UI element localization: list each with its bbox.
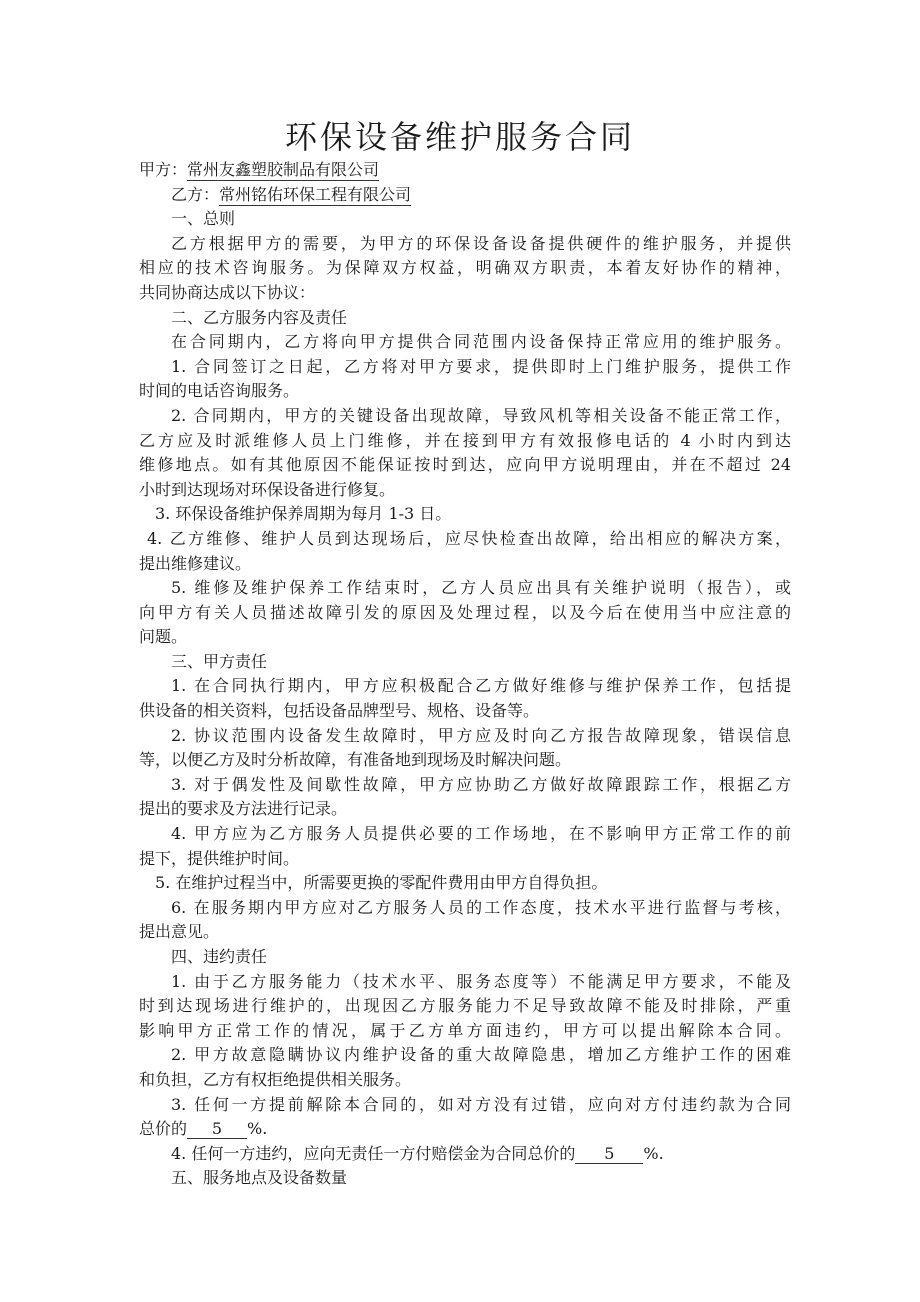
contract-body (139, 158, 791, 1191)
clause-line: 5. 在维护过程当中，所需要更换的零配件费用由甲方自得负担。 (155, 873, 608, 893)
paragraph-line: 共同协商达成以下协议： (139, 282, 316, 302)
clause-text: %. (247, 1119, 268, 1139)
party-b-name: 常州铭佑环保工程有限公司 (219, 184, 412, 204)
section-heading: 二、乙方服务内容及责任 (171, 307, 348, 327)
clause-line: 时到达现场进行维护的，出现因乙方服务能力不足导致故障不能及时排除，严重 (139, 996, 791, 1016)
clause-text: 4. 任何一方违约，应向无责任一方付赔偿金为合同总价的 (171, 1143, 576, 1163)
clause-line: 供设备的相关资料，包括设备品牌型号、规格、设备等。 (139, 701, 540, 721)
section-heading: 四、违约责任 (171, 947, 268, 966)
clause-text: %. (643, 1143, 664, 1163)
clause-line (139, 1142, 791, 1167)
paragraph-line: 在合同期内，乙方将向甲方提供合同范围内设备保持正常应用的维护服务。 (171, 332, 791, 352)
party-a-label: 甲方： (139, 160, 188, 179)
clause-line: 提出意见。 (139, 922, 220, 942)
clause-line: 维修地点。如有其他原因不能保证按时到达，应向甲方说明理由，并在不超过 24 (139, 455, 791, 475)
clause-line: 等，以便乙方及时分析故障，有准备地到现场及时解决问题。 (139, 750, 572, 770)
clause-line: 3. 环保设备维护保养周期为每月 1-3 日。 (155, 504, 452, 524)
clause-line: 问题。 (139, 627, 188, 647)
party-a-name: 常州友鑫塑胶制品有限公司 (187, 160, 380, 179)
document-title: 环保设备维护服务合同 (284, 118, 635, 156)
clause-line: 向甲方有关人员描述故障引发的原因及处理过程，以及今后在使用当中应注意的 (139, 602, 791, 622)
compensation-percent-value: 5 (575, 1145, 643, 1164)
clause-line: 提出的要求及方法进行记录。 (139, 799, 348, 819)
clause-line: 1. 由于乙方服务能力（技术水平、服务态度等）不能满足甲方要求，不能及 (171, 971, 791, 991)
clause-line: 2. 协议范围内设备发生故障时，甲方应及时向乙方报告故障现象，错误信息 (171, 725, 791, 745)
penalty-percent-value: 5 (187, 1120, 247, 1139)
clause-line: 影响甲方正常工作的情况，属于乙方单方面违约，甲方可以提出解除本合同。 (139, 1020, 791, 1040)
clause-line (139, 1117, 791, 1142)
section-heading: 一、总则 (171, 209, 236, 229)
clause-line: 提出维修建议。 (139, 553, 252, 573)
clause-text: 总价的 (139, 1119, 188, 1139)
clause-line: 2. 合同期内，甲方的关键设备出现故障，导致风机等相关设备不能正常工作， (171, 405, 791, 425)
section-heading: 三、甲方责任 (171, 651, 268, 671)
clause-line: 3. 任何一方提前解除本合同的，如对方没有过错，应向对方付违约款为合同 (171, 1094, 791, 1114)
clause-line: 4. 乙方维修、维护人员到达现场后，应尽快检查出故障，给出相应的解决方案， (147, 528, 791, 548)
clause-line: 1. 在合同执行期内，甲方应积极配合乙方做好维修与维护保养工作，包括提 (171, 676, 791, 696)
party-b-label: 乙方： (171, 184, 220, 204)
clause-line: 3. 对于偶发性及间歇性故障，甲方应协助乙方做好故障跟踪工作，根据乙方 (171, 774, 791, 794)
party-a-line (139, 158, 791, 183)
clause-line: 5. 维修及维护保养工作结束时，乙方人员应出具有关维护说明（报告），或 (171, 578, 791, 598)
paragraph-line: 乙方根据甲方的需要，为甲方的环保设备设备提供硬件的维护服务，并提供 (171, 233, 791, 253)
clause-line: 4. 甲方应为乙方服务人员提供必要的工作场地，在不影响甲方正常工作的前 (171, 824, 791, 844)
paragraph-line: 相应的技术咨询服务。为保障双方权益，明确双方职责，本着友好协作的精神， (139, 258, 791, 278)
clause-line: 1. 合同签订之日起，乙方将对甲方要求，提供即时上门维护服务，提供工作 (171, 356, 791, 376)
clause-line: 2. 甲方故意隐瞒协议内维护设备的重大故障隐患，增加乙方维护工作的困难 (171, 1045, 791, 1065)
section-heading: 五、服务地点及设备数量 (171, 1168, 348, 1188)
clause-line: 小时到达现场对环保设备进行修复。 (139, 479, 396, 499)
clause-line: 时间的电话咨询服务。 (139, 381, 300, 401)
clause-line: 6. 在服务期内甲方应对乙方服务人员的工作态度，技术水平进行监督与考核， (171, 897, 791, 917)
clause-line: 提下，提供维护时间。 (139, 848, 300, 868)
clause-line: 乙方应及时派维修人员上门维修，并在接到甲方有效报修电话的 4 小时内到达 (139, 430, 791, 450)
party-b-line (139, 183, 791, 208)
clause-line: 和负担，乙方有权拒绝提供相关服务。 (139, 1069, 412, 1089)
